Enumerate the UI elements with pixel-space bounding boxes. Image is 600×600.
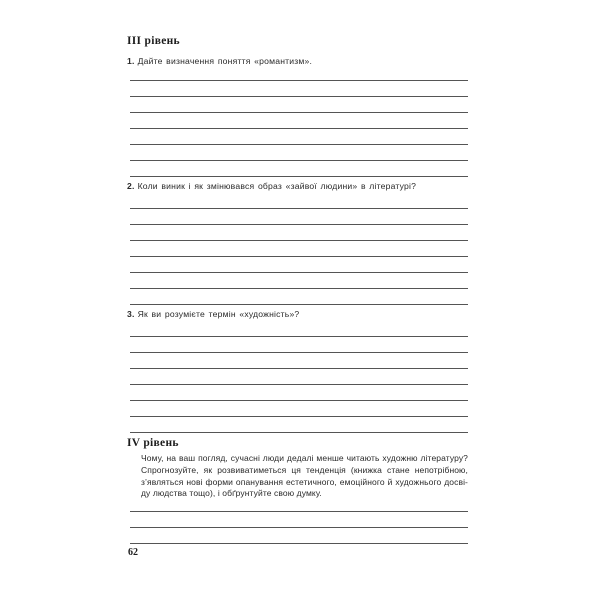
page-number: 62 — [128, 547, 138, 558]
answer-line — [130, 241, 468, 257]
answer-line — [130, 209, 468, 225]
heading-level-4: IV рівень — [127, 437, 179, 449]
answer-line — [130, 385, 468, 401]
question-2-number: 2. — [127, 181, 135, 191]
answer-lines-question-3 — [130, 321, 468, 433]
answer-line — [130, 337, 468, 353]
task-line: з’являться нові форми опанування естетичного, емоційного й художнього досві- — [141, 476, 468, 487]
answer-lines-question-1 — [130, 65, 468, 177]
answer-line — [130, 369, 468, 385]
question-2 — [127, 180, 468, 192]
answer-lines-question-2 — [130, 193, 468, 305]
heading-level-3: III рівень — [127, 35, 180, 47]
answer-line — [130, 321, 468, 337]
answer-line — [130, 129, 468, 145]
answer-line — [130, 353, 468, 369]
answer-line — [130, 496, 468, 512]
answer-line — [130, 161, 468, 177]
task-line: ду людства тощо), і обґрунтуйте свою думку. — [141, 488, 322, 499]
answer-line — [130, 193, 468, 209]
level-4-task-paragraph — [141, 453, 468, 500]
answer-line — [130, 528, 468, 544]
answer-lines-level-4 — [130, 496, 468, 544]
answer-line — [130, 289, 468, 305]
question-1-text: Дайте визначення поняття «романтизм». — [137, 56, 313, 66]
task-line: Чому, на ваш погляд, сучасні люди дедалі менше читають художню літературу? — [141, 453, 468, 463]
question-2-text: Коли виник і як змінювався образ «зайвої людини» в літературі? — [137, 181, 417, 191]
question-3-number: 3. — [127, 309, 135, 319]
answer-line — [130, 401, 468, 417]
question-3-text: Як ви розумієте термін «художність»? — [137, 309, 300, 319]
answer-line — [130, 225, 468, 241]
question-3 — [127, 308, 468, 320]
answer-line — [130, 273, 468, 289]
answer-line — [130, 512, 468, 528]
answer-line — [130, 145, 468, 161]
task-line: Спрогнозуйте, як розвиватиметься ця тенденція (книжка стане непотрібною, — [141, 464, 468, 475]
answer-line — [130, 113, 468, 129]
answer-line — [130, 81, 468, 97]
answer-line — [130, 417, 468, 433]
answer-line — [130, 65, 468, 81]
answer-line — [130, 97, 468, 113]
question-1-number: 1. — [127, 56, 135, 66]
answer-line — [130, 257, 468, 273]
